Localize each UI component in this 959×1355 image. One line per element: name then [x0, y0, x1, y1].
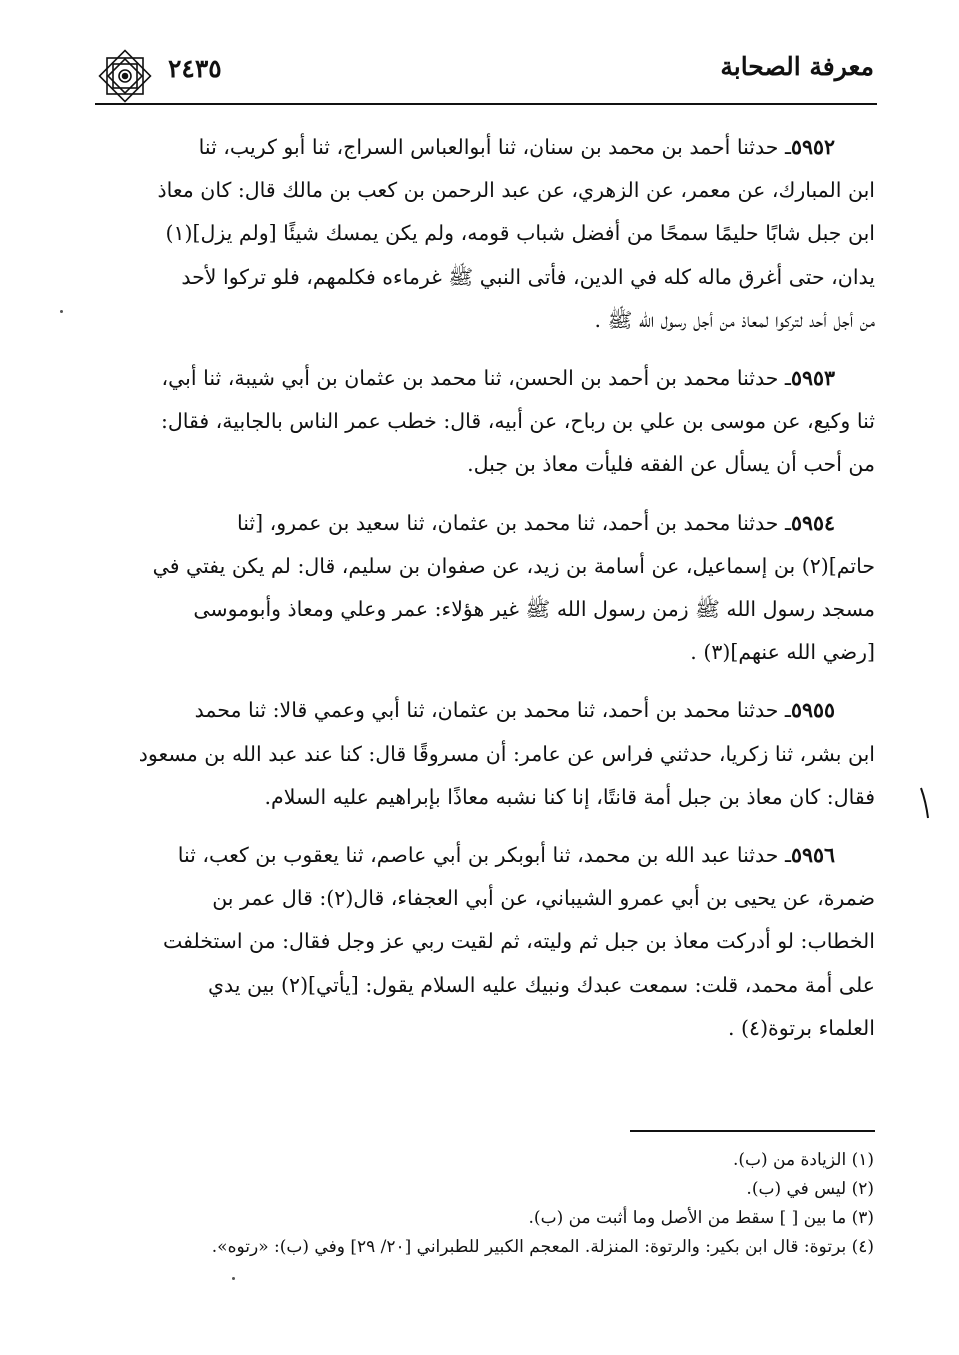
- footnote: (٣) ما بين [ ] سقط من الأصل وما أثبت من (ب).: [528, 1208, 874, 1228]
- footnote: (١) الزيادة من (ب).: [732, 1150, 874, 1170]
- text-line: ـ حدثنا أحمد بن محمد بن سنان، ثنا أبوالعباس السراج، ثنا أبو كريب، ثنا: [198, 135, 791, 159]
- text-line: [رضي الله عنهم](٣) .: [690, 640, 875, 665]
- text-line: فقال: كان معاذ بن جبل أمة قانتًا، إنا كنا نشبه معاذًا بإبراهيم عليه السلام.: [264, 784, 875, 809]
- text-line: ـ حدثنا محمد بن أحمد، ثنا محمد بن عثمان، ثنا أبي وعمي قالا: ثنا محمد: [194, 698, 791, 723]
- hadith-paragraph: [100, 834, 875, 1050]
- text-line: ـ حدثنا محمد بن أحمد بن الحسن، ثنا محمد بن عثمان بن أبي شيبة، ثنا أبي،: [161, 366, 791, 391]
- footnotes: [130, 1146, 874, 1262]
- text-line: ثنا وكيع، عن موسى بن علي بن رباح، عن أبيه، قال: خطب عمر الناس بالجابية، فقال:: [160, 409, 875, 434]
- text-line: ضمرة، عن يحيى بن أبي عمرو الشيباني، عن أبي العجفاء، قال(٢): قال عمر بن: [212, 886, 875, 911]
- main-text: [100, 126, 875, 1065]
- text-line: حاتم](٢) بن إسماعيل، عن أسامة بن زيد، عن صفوان بن سليم، قال: لم يكن يفتي في: [152, 553, 875, 578]
- hadith-number: ٥٩٥٦: [790, 843, 835, 868]
- footnote: (٢) ليس في (ب).: [746, 1179, 874, 1199]
- scan-speck: [60, 310, 63, 313]
- text-line: مسجد رسول الله ﷺ زمن رسول الله ﷺ غير هؤلاء: عمر وعلي ومعاذ وأبوموسى: [193, 597, 875, 622]
- hadith-number: ٥٩٥٤: [790, 510, 835, 535]
- text-line: ـ حدثنا محمد بن أحمد، ثنا محمد بن عثمان، ثنا سعيد بن عمرو، [ثنا: [236, 510, 791, 535]
- text-line: الخطاب: لو أدركت معاذ بن جبل ثم وليته، ثم لقيت ربي عز وجل فقال: من استخلفت: [162, 929, 875, 954]
- margin-mark-icon: [917, 786, 931, 820]
- hadith-paragraph: [100, 357, 875, 487]
- footnote: (٤) برتوة: قال ابن بكير: والرتوة: المنزلة. المعجم الكبير للطبراني [٢٠/ ٢٩] وفي (ب): «رتوه».: [211, 1237, 874, 1257]
- scan-speck: [232, 1277, 235, 1280]
- text-line: من أجل أحد لتركوا لمعاذ من أجل رسول الله ﷺ .: [594, 307, 875, 332]
- header-divider: [95, 103, 877, 105]
- page-title: معرفة الصحابة: [720, 52, 874, 81]
- ornament-star-icon: [93, 44, 157, 108]
- footnote-divider: [630, 1130, 875, 1132]
- hadith-paragraph: [100, 502, 875, 675]
- text-line: على أمة محمد، قلت: سمعت عبدك ونبيك عليه السلام يقول: [يأتي](٢) بين يدي: [208, 972, 875, 997]
- hadith-number: ٥٩٥٢: [790, 135, 835, 159]
- hadith-paragraph: [100, 126, 875, 342]
- text-line: ابن المبارك، عن معمر، عن الزهري، عن عبد الرحمن بن كعب بن مالك قال: كان معاذ: [157, 178, 875, 203]
- text-line: ـ حدثنا عبد الله بن محمد، ثنا أبوبكر بن أبي عاصم، ثنا يعقوب بن كعب، ثنا: [177, 843, 791, 868]
- text-line: ابن بشر، ثنا زكريا، حدثني فراس عن عامر: أن مسروقًا قال: كنا عند عبد الله بن مسعود: [138, 741, 875, 766]
- hadith-number: ٥٩٥٣: [790, 366, 835, 391]
- hadith-number: ٥٩٥٥: [790, 698, 835, 723]
- hadith-paragraph: [100, 689, 875, 819]
- text-line: من أحب أن يسأل عن الفقه فليأت معاذ بن جبل.: [467, 452, 875, 477]
- text-line: ابن جبل شابًا حليمًا سمحًا من أفضل شباب قومه، ولم يكن يمسك شيئًا [ولم يزل](١): [165, 221, 875, 246]
- text-line: العلماء برتوة(٤) .: [728, 1015, 875, 1040]
- text-line: يدان، حتى أغرق ماله كله في الدين، فأتى النبي ﷺ غرماءه فكلمهم، فلو تركوا لأحد: [181, 264, 875, 289]
- page-number: ٢٤٣٥: [168, 54, 222, 83]
